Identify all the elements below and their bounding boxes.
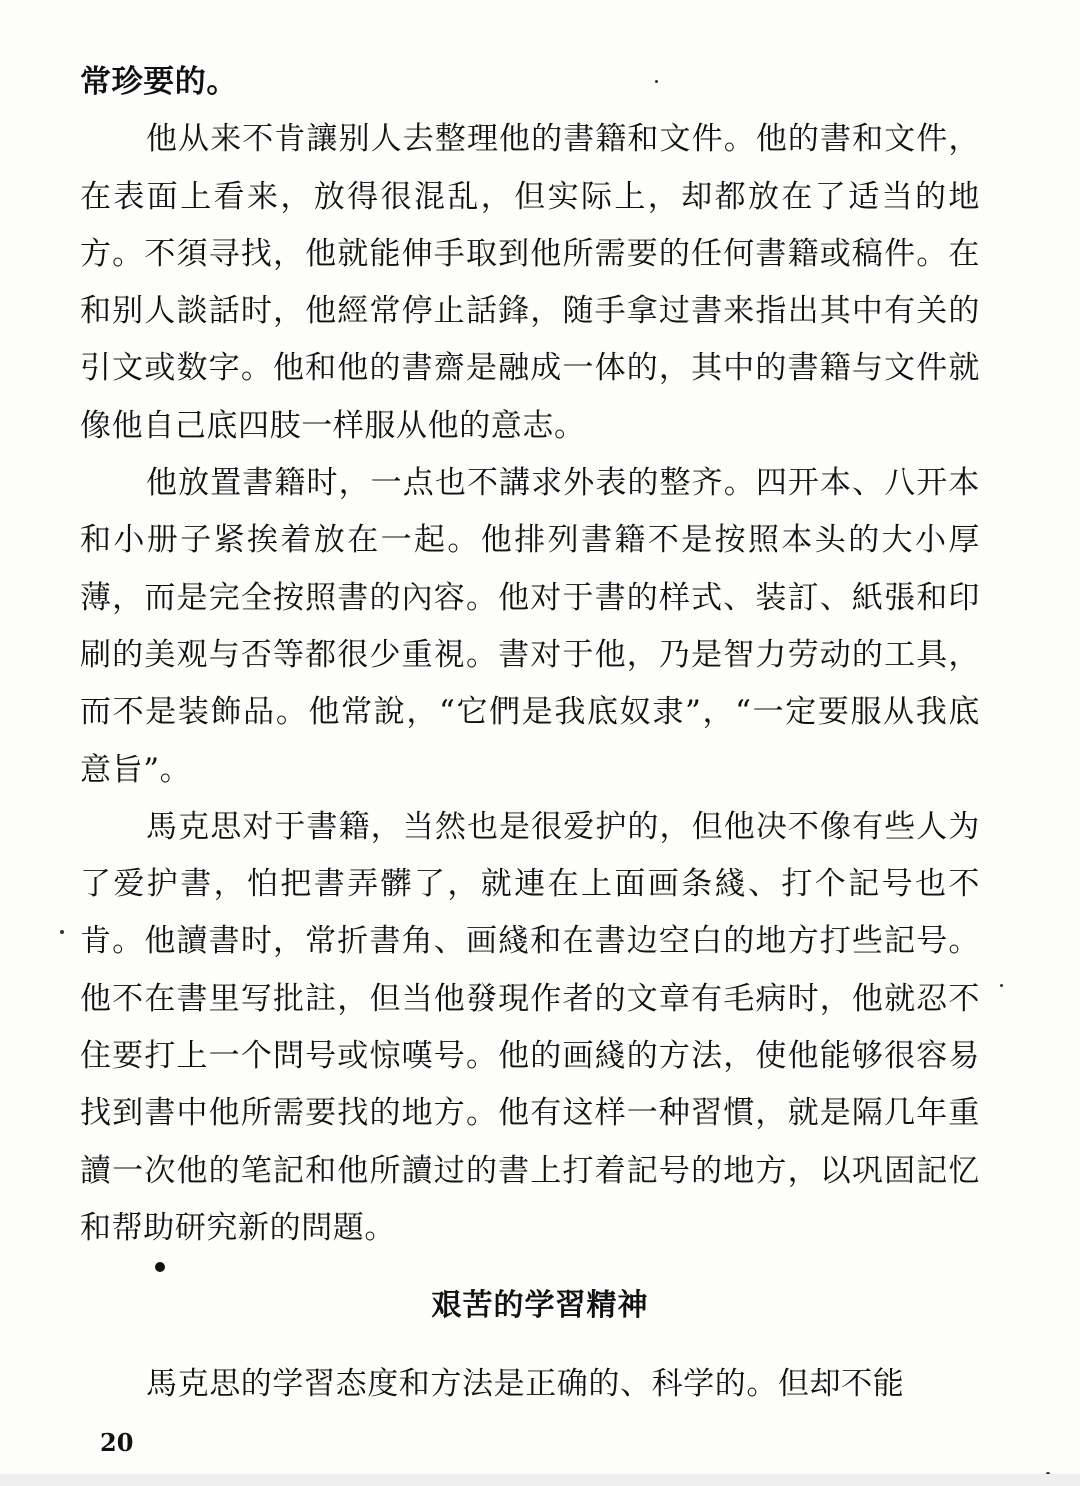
paragraph-2: 他放置書籍时，一点也不講求外表的整齐。四开本、八开本和小册子紧挨着放在一起。他排列書籍不是按照本头的大小厚薄，而是完全按照書的內容。他对于書的样式、装訂、紙張和印刷的美观与否等都很少重視。書对于他，乃是智力劳动的工具，而不是装飾品。他常說，“它們是我底奴隶”，“一定要服从我底意旨”。	[80, 465, 980, 788]
paragraph-4-start: 馬克思的学習态度和方法是正确的、科学的。但却不能	[146, 1366, 905, 1402]
paragraph-3: 馬克思对于書籍，当然也是很爱护的，但他决不像有些人为了爱护書，怕把書弄髒了，就連在上面画条綫、打个記号也不肯。他讀書时，常折書角、画綫和在書边空白的地方打些記号。他不在書里写批註，但当他發現作者的文章有毛病时，他就忍不住要打上一个問号或惊嘆号。他的画綫的方法，使他能够很容易找到書中他所需要找的地方。他有这样一种習慣，就是隔几年重讀一次他的笔記和他所讀过的書上打着記号的地方，以巩固記忆和帮助研究新的問題。	[80, 808, 980, 1246]
decorative-dot	[155, 1262, 165, 1272]
page-number: 20	[100, 1428, 134, 1457]
body-text	[80, 54, 980, 1257]
paragraph-1: 他从来不肯讓别人去整理他的書籍和文件。他的書和文件，在表面上看来，放得很混乱，但实际上，却都放在了适当的地方。不須寻找，他就能伸手取到他所需要的任何書籍或稿件。在和别人談話时，他經常停止話鋒，随手拿过書来指出其中有关的引文或数字。他和他的書齋是融成一体的，其中的書籍与文件就像他自己底四肢一样服从他的意志。	[80, 121, 980, 444]
print-speck	[1000, 984, 1003, 987]
print-speck	[655, 80, 658, 83]
viewer-bottom-edge	[0, 1474, 1080, 1486]
print-speck	[60, 930, 64, 934]
paragraph-continuation: 常珍要的。	[80, 64, 238, 100]
section-heading: 艰苦的学習精神	[431, 1288, 649, 1323]
